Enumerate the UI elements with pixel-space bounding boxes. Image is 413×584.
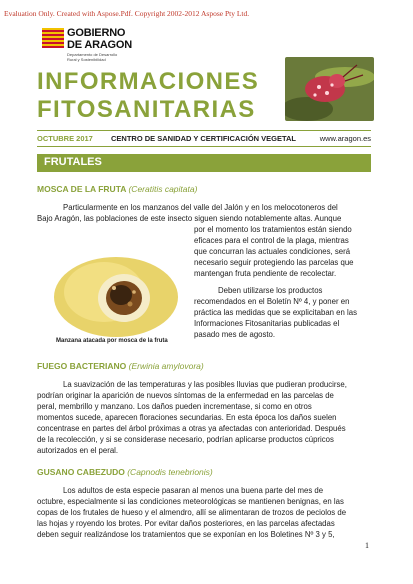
para-line: La suavización de las temperaturas y las posibles lluvias que pudieran producirse, (63, 380, 347, 389)
page-title (37, 68, 259, 124)
heading-text: GUSANO CABEZUDO (37, 467, 125, 477)
section-title: FRUTALES (44, 156, 102, 168)
para-line: mantengan fruta pendiente de recolectar. (194, 269, 337, 278)
para-line: eficaces para el control de la plaga, mientras (194, 236, 349, 245)
photo-caption: Manzana atacada por mosca de la fruta (56, 338, 168, 344)
para-line: las hojas y royendo los brotes. Por evitar daños posteriores, en las parcelas afectadas (37, 519, 335, 528)
heading-text: FUEGO BACTERIANO (37, 361, 127, 371)
para-line: que concurran las actuales condiciones, será (194, 247, 351, 256)
para-line: de la recolección, y si se considerase necesario, podrían aplicarse productos cúpricos (37, 435, 334, 444)
para-line: peral, membrillo y manzano. Los daños pueden incrementase, si como en otros (37, 402, 312, 411)
para-line: Particularmente en los manzanos del valle del Jalón y en los melocotoneros del (63, 203, 338, 212)
insect-photo (285, 57, 374, 121)
para-line: Bajo Aragón, las poblaciones de este insecto siguen siendo notablemente altas. Aunque (37, 214, 342, 223)
issue-date: OCTUBRE 2017 (37, 134, 93, 143)
logo-line-aragon: DE ARAGON (67, 39, 133, 51)
heading-latin: (Capnodis tenebrionis) (127, 467, 213, 477)
website-link[interactable]: www.aragon.es (319, 134, 371, 143)
heading-latin: (Ceratitis capitata) (128, 184, 198, 194)
logo-line-gobierno: GOBIERNO (67, 27, 126, 39)
para-line: copas de los frutales de hueso y el almendro, allí se alimentaran de trozos de peciolos de (37, 508, 347, 517)
aragon-flag-logo-icon (42, 28, 64, 48)
para-line: recomendados en el Boletín Nº 4, y poner en (194, 297, 350, 306)
para-line: práctica las medidas que se explicitaban en las (194, 308, 357, 317)
header-rule-bottom (37, 146, 371, 147)
article-heading-gusano (37, 467, 213, 477)
issuing-center: CENTRO DE SANIDAD Y CERTIFICACIÓN VEGETAL (111, 134, 297, 143)
heading-text: MOSCA DE LA FRUTA (37, 184, 127, 194)
para-line: momentos sucede, aparecen floraciones secundarias. En esta época los daños suelen (37, 413, 337, 422)
para-line: Los adultos de esta especie pasaran al menos una buena parte del mes de (63, 486, 324, 495)
header-rule-top (37, 130, 371, 131)
article-heading-mosca (37, 184, 197, 194)
issue-meta-row (37, 134, 371, 143)
logo-department: Departamento de Desarrollo Rural y Sostenibilidad (67, 52, 118, 62)
para-line: necesario seguir protegiendo las parcelas que (194, 258, 354, 267)
para-line: Deben utilizarse los productos (218, 286, 323, 295)
heading-latin: (Erwinia amylovora) (128, 361, 204, 371)
para-line: Informaciones Fitosanitarias publicadas el (194, 319, 340, 328)
page-number: 1 (365, 541, 369, 550)
para-line: octubre, especialmente si las condiciones meteorológicas se mantienen benignas, en las (37, 497, 344, 506)
title-line-1: INFORMACIONES (37, 68, 260, 95)
para-line: por el momento los tratamientos están siendo (194, 225, 352, 234)
para-line: autorizados en el peral. (37, 446, 119, 455)
evaluation-watermark: Evaluation Only. Created with Aspose.Pdf. Copyright 2002-2012 Aspose Pty Ltd. (4, 9, 250, 18)
para-line: pasado mes de agosto. (194, 330, 276, 339)
para-line: deben seguir realizándose los tratamientos que se exponían en los Boletines Nº 3 y 5, (37, 530, 335, 539)
infested-apple-photo (44, 252, 180, 337)
article-heading-fuego (37, 361, 204, 371)
para-line: concentrase en partes del árbol próximas a otras ya afectadas con anterioridad. Después (37, 424, 346, 433)
para-line: podrían originar la aparición de nuevos síntomas de la enfermedad en las parcelas de (37, 391, 334, 400)
title-line-2: FITOSANITARIAS (37, 96, 256, 123)
